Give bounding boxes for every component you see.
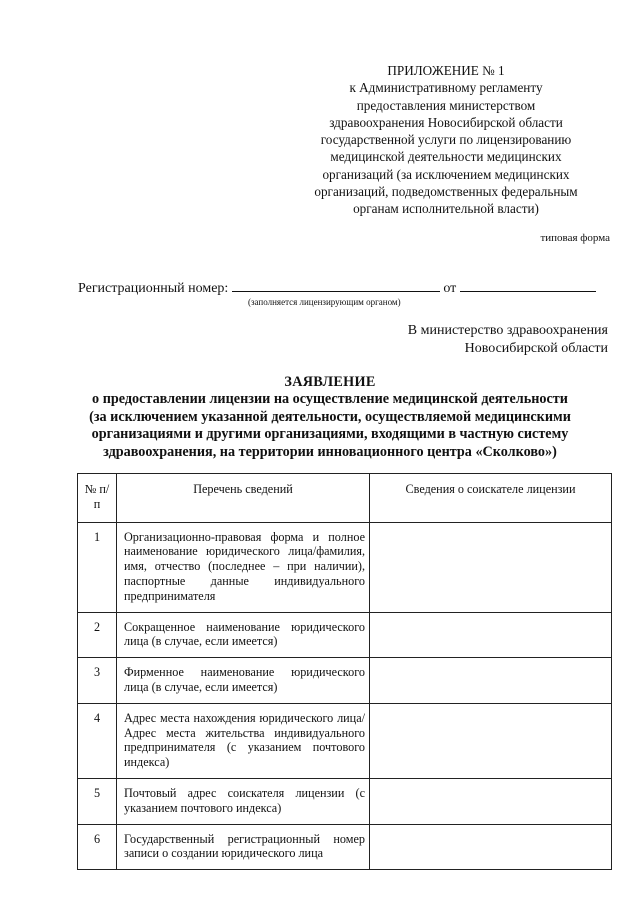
header-list: Перечень сведений [117, 474, 370, 523]
application-table [77, 473, 612, 870]
row-number: 3 [78, 658, 117, 704]
registration-number-field[interactable] [232, 279, 440, 292]
recipient-block [408, 322, 608, 358]
table-row [78, 612, 612, 658]
appendix-line: здравоохранения Новосибирской области [329, 114, 563, 130]
appendix-line: медицинской деятельности медицинских [330, 149, 562, 165]
recipient-line: В министерство здравоохранения [407, 323, 608, 338]
row-label: Государственный регистрационный номер записи о создании юридического лица [117, 824, 370, 870]
row-number: 6 [78, 824, 117, 870]
table-row [78, 522, 612, 612]
row-value-cell[interactable] [370, 824, 612, 870]
row-value-cell[interactable] [370, 658, 612, 704]
appendix-line: предоставления министерством [356, 97, 536, 113]
recipient-line: Новосибирской области [464, 341, 608, 356]
header-value: Сведения о соискателе лицензии [370, 474, 612, 523]
form-type-label: типовая форма [540, 232, 610, 244]
row-number: 5 [78, 778, 117, 824]
table-row [78, 778, 612, 824]
appendix-block [300, 62, 592, 218]
registration-from-label: от [443, 281, 457, 296]
appendix-line: государственной услуги по лицензированию [320, 132, 572, 148]
row-value-cell[interactable] [370, 522, 612, 612]
row-value-cell[interactable] [370, 612, 612, 658]
table-header-row [78, 474, 612, 523]
appendix-line: к Административному регламенту [349, 80, 543, 96]
document-subtitle-line: организациями и другими организациями, входящими в частную систему [91, 426, 569, 443]
appendix-line: организаций, подведомственных федеральным [314, 184, 578, 200]
row-number: 2 [78, 612, 117, 658]
row-value-cell[interactable] [370, 703, 612, 778]
document-subtitle-line: (за исключением указанной деятельности, осуществляемой медицинскими [89, 408, 571, 425]
row-number: 4 [78, 703, 117, 778]
appendix-line: организаций (за исключением медицинских [322, 166, 570, 182]
row-label: Почтовый адрес соискателя лицензии (с указанием почтового индекса) [117, 778, 370, 824]
registration-line [78, 279, 608, 297]
table-row [78, 658, 612, 704]
row-number: 1 [78, 522, 117, 612]
document-subtitle-line: здравоохранения, на территории инновационного центра «Сколково») [103, 443, 557, 460]
table-row [78, 703, 612, 778]
row-label: Организационно-правовая форма и полное наименование юридического лица/фамилия, имя, отчество (последнее – при наличии), паспортные данные индивидуального предпринимателя [117, 522, 370, 612]
row-label: Адрес места нахождения юридического лица/Адрес места жительства индивидуального предпринимателя (с указанием почтового индекса) [117, 703, 370, 778]
appendix-title: ПРИЛОЖЕНИЕ № 1 [387, 63, 505, 78]
registration-hint: (заполняется лицензирующим органом) [248, 297, 401, 307]
row-label: Сокращенное наименование юридического лица (в случае, если имеется) [117, 612, 370, 658]
table-row [78, 824, 612, 870]
document-subtitle-line: о предоставлении лицензии на осуществление медицинской деятельности [92, 391, 568, 408]
row-value-cell[interactable] [370, 778, 612, 824]
document-heading [60, 374, 600, 461]
document-title: ЗАЯВЛЕНИЕ [284, 374, 376, 390]
header-number: № п/п [78, 474, 117, 523]
registration-date-field[interactable] [460, 279, 596, 292]
appendix-line: органам исполнительной власти) [353, 201, 539, 217]
row-label: Фирменное наименование юридического лица (в случае, если имеется) [117, 658, 370, 704]
registration-label: Регистрационный номер: [78, 281, 229, 296]
